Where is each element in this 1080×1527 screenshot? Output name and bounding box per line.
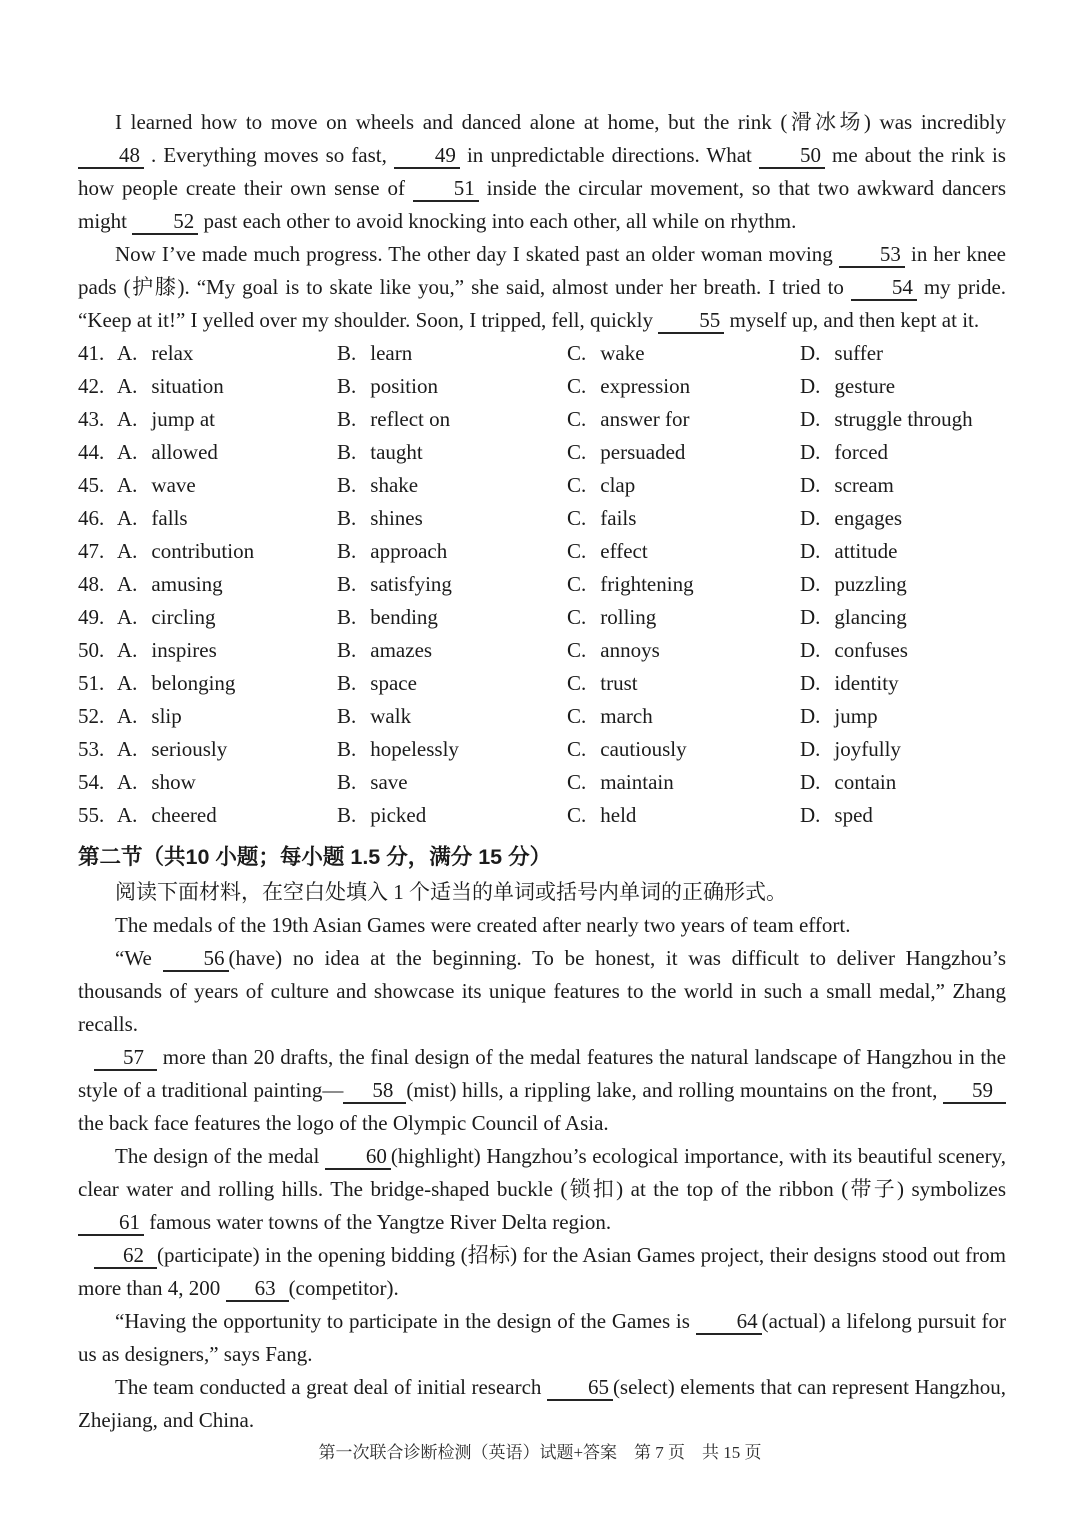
page-footer: 第一次联合诊断检测（英语）试题+答案 第 7 页 共 15 页: [318, 1443, 762, 1462]
blank-50: 50: [759, 143, 825, 169]
blank-53: 53: [839, 242, 905, 268]
option-b: [337, 700, 567, 733]
option-letter: B.: [337, 341, 357, 365]
question-row: [78, 733, 1006, 766]
option-text: engages: [834, 506, 903, 530]
option-letter: D.: [800, 374, 821, 398]
option-letter: C.: [567, 407, 587, 431]
option-c: [567, 766, 800, 799]
section2-instruction: 阅读下面材料，在空白处填入 1 个适当的单词或括号内单词的正确形式。: [115, 880, 787, 904]
option-d: [800, 601, 1006, 634]
option-text: satisfying: [370, 572, 452, 596]
option-text: effect: [600, 539, 648, 563]
question-number: 46.: [78, 506, 105, 530]
option-text: answer for: [600, 407, 690, 431]
blank-51: 51: [413, 176, 479, 202]
option-a: [117, 700, 337, 733]
option-text: joyfully: [834, 737, 901, 761]
question-number: 45.: [78, 473, 105, 497]
question-number: 42.: [78, 374, 105, 398]
option-letter: D.: [800, 638, 821, 662]
option-d: [800, 469, 1006, 502]
option-text: allowed: [151, 440, 218, 464]
question-row: [78, 403, 1006, 436]
option-c: [567, 700, 800, 733]
option-text: jump: [834, 704, 878, 728]
option-letter: C.: [567, 737, 587, 761]
option-letter: A.: [117, 341, 138, 365]
option-text: forced: [834, 440, 889, 464]
option-b: [337, 667, 567, 700]
option-letter: A.: [117, 638, 138, 662]
option-letter: C.: [567, 572, 587, 596]
option-b: [337, 502, 567, 535]
option-text: clap: [600, 473, 636, 497]
option-c: [567, 568, 800, 601]
question-row: [78, 436, 1006, 469]
option-letter: D.: [800, 770, 821, 794]
blank-59: 59: [943, 1078, 1006, 1104]
option-text: annoys: [600, 638, 660, 662]
blank-49: 49: [394, 143, 460, 169]
blank-60: 60: [325, 1144, 391, 1170]
option-a: [117, 535, 337, 568]
question-number: 41.: [78, 341, 105, 365]
option-d: [800, 799, 1006, 832]
option-letter: B.: [337, 671, 357, 695]
option-letter: A.: [117, 374, 138, 398]
option-a: [117, 799, 337, 832]
option-letter: A.: [117, 737, 138, 761]
option-letter: D.: [800, 671, 821, 695]
option-letter: D.: [800, 506, 821, 530]
option-letter: B.: [337, 440, 357, 464]
option-text: belonging: [151, 671, 236, 695]
blank-63: 63: [226, 1276, 289, 1302]
option-letter: B.: [337, 473, 357, 497]
option-b: [337, 601, 567, 634]
option-b: [337, 766, 567, 799]
passage1-paragraph-2: Now I’ve made much progress. The other day I skated past an older woman moving 53 in her knee pads (护膝). “My goal is to skate like you,” she said, almost under her breath. I tried to 54 my pride. “Keep at it!” I yelled over my shoulder. Soon, I tripped, fell, quickly 55 myself up, and then kept at it.: [78, 242, 1007, 332]
option-text: struggle through: [834, 407, 973, 431]
option-letter: A.: [117, 506, 138, 530]
option-b: [337, 733, 567, 766]
option-b: [337, 403, 567, 436]
option-text: learn: [370, 341, 413, 365]
blank-55: 55: [658, 308, 724, 334]
passage1-paragraph-1: I learned how to move on wheels and danced alone at home, but the rink (滑冰场) was incredibly 48 . Everything moves so fast, 49 in unpredictable directions. What 50 me about the rink is how people create their own sense of 51 inside the circular movement, so that two awkward dancers might 52 past each other to avoid knocking into each other, all while on rhythm.: [78, 110, 1006, 233]
option-letter: D.: [800, 407, 821, 431]
option-b: [337, 568, 567, 601]
section2-paragraph-4: The design of the medal 60 (highlight) Hangzhou’s ecological importance, with its beautiful scenery, clear water and rolling hills. The bridge-shaped buckle (锁扣) at the top of the ribbon (带子) symbolizes 61 famous water towns of the Yangtze River Delta region.: [78, 1144, 1007, 1234]
option-a: [117, 733, 337, 766]
option-d: [800, 337, 1006, 370]
question-row: [78, 601, 1006, 634]
option-text: gesture: [834, 374, 896, 398]
option-letter: C.: [567, 671, 587, 695]
option-text: glancing: [834, 605, 907, 629]
option-letter: C.: [567, 770, 587, 794]
option-a: [117, 337, 337, 370]
option-letter: A.: [117, 770, 138, 794]
option-letter: A.: [117, 671, 138, 695]
option-a: [117, 568, 337, 601]
blank-65: 65: [547, 1375, 613, 1401]
option-b: [337, 337, 567, 370]
option-d: [800, 370, 1006, 403]
option-c: [567, 535, 800, 568]
question-row: [78, 469, 1006, 502]
option-letter: C.: [567, 374, 587, 398]
option-letter: D.: [800, 341, 821, 365]
option-d: [800, 436, 1006, 469]
option-letter: D.: [800, 605, 821, 629]
question-number: 47.: [78, 539, 105, 563]
option-a: [117, 436, 337, 469]
option-text: confuses: [834, 638, 908, 662]
section2-paragraph-3: 57 more than 20 drafts, the final design of the medal features the natural landscape of Hangzhou in the style of a traditional painting— 58 (mist) hills, a rippling lake, and rolling mountains on the front, 59 the back face features the logo of the Olympic Council of Asia.: [78, 1045, 1006, 1135]
option-letter: D.: [800, 737, 821, 761]
option-c: [567, 403, 800, 436]
question-row: [78, 337, 1006, 370]
question-row: [78, 700, 1006, 733]
option-letter: C.: [567, 605, 587, 629]
question-list: [78, 337, 1006, 832]
option-text: wave: [151, 473, 196, 497]
option-letter: C.: [567, 704, 587, 728]
question-row: [78, 634, 1006, 667]
option-letter: A.: [117, 473, 138, 497]
option-text: fails: [600, 506, 637, 530]
option-text: identity: [834, 671, 899, 695]
option-text: bending: [370, 605, 438, 629]
option-text: circling: [151, 605, 216, 629]
option-letter: D.: [800, 473, 821, 497]
option-d: [800, 535, 1006, 568]
option-letter: D.: [800, 803, 821, 827]
question-number: 50.: [78, 638, 105, 662]
option-letter: B.: [337, 539, 357, 563]
option-text: reflect on: [370, 407, 451, 431]
question-row: [78, 370, 1006, 403]
question-row: [78, 799, 1006, 832]
option-letter: B.: [337, 704, 357, 728]
option-letter: C.: [567, 506, 587, 530]
option-letter: B.: [337, 572, 357, 596]
option-letter: B.: [337, 770, 357, 794]
option-b: [337, 535, 567, 568]
option-d: [800, 733, 1006, 766]
option-text: scream: [834, 473, 894, 497]
section2-paragraph-5: 62 (participate) in the opening bidding (招标) for the Asian Games project, their designs stood out from more than 4, 200 63 (competitor).: [78, 1243, 1006, 1300]
option-a: [117, 667, 337, 700]
option-letter: D.: [800, 539, 821, 563]
option-a: [117, 502, 337, 535]
option-letter: B.: [337, 605, 357, 629]
option-d: [800, 403, 1006, 436]
option-c: [567, 733, 800, 766]
option-letter: A.: [117, 440, 138, 464]
option-letter: A.: [117, 704, 138, 728]
option-text: save: [370, 770, 408, 794]
question-number: 49.: [78, 605, 105, 629]
option-c: [567, 601, 800, 634]
question-number: 44.: [78, 440, 105, 464]
option-b: [337, 436, 567, 469]
option-a: [117, 469, 337, 502]
option-letter: A.: [117, 539, 138, 563]
option-text: amusing: [151, 572, 223, 596]
option-text: picked: [370, 803, 427, 827]
option-letter: C.: [567, 473, 587, 497]
option-text: march: [600, 704, 653, 728]
option-b: [337, 370, 567, 403]
question-number: 55.: [78, 803, 105, 827]
option-letter: A.: [117, 572, 138, 596]
option-text: jump at: [151, 407, 215, 431]
option-text: situation: [151, 374, 224, 398]
option-text: expression: [600, 374, 691, 398]
option-text: taught: [370, 440, 423, 464]
option-text: attitude: [834, 539, 898, 563]
option-text: approach: [370, 539, 448, 563]
question-row: [78, 766, 1006, 799]
section2-paragraph-6: “Having the opportunity to participate in the design of the Games is 64 (actual) a lifelong pursuit for us as designers,” says Fang.: [78, 1309, 1007, 1366]
option-text: contain: [834, 770, 897, 794]
option-text: persuaded: [600, 440, 686, 464]
option-text: slip: [151, 704, 182, 728]
option-text: suffer: [834, 341, 884, 365]
question-number: 51.: [78, 671, 105, 695]
blank-61: 61: [78, 1210, 144, 1236]
option-text: position: [370, 374, 438, 398]
option-text: shake: [370, 473, 419, 497]
option-text: cheered: [151, 803, 217, 827]
question-row: [78, 568, 1006, 601]
question-number: 43.: [78, 407, 105, 431]
option-c: [567, 634, 800, 667]
option-text: falls: [151, 506, 188, 530]
blank-57: 57: [94, 1045, 157, 1071]
option-b: [337, 634, 567, 667]
section2-paragraph-1: The medals of the 19th Asian Games were created after nearly two years of team effort.: [115, 913, 851, 937]
option-letter: B.: [337, 407, 357, 431]
option-text: contribution: [151, 539, 255, 563]
question-row: [78, 667, 1006, 700]
option-d: [800, 568, 1006, 601]
question-row: [78, 535, 1006, 568]
question-number: 53.: [78, 737, 105, 761]
option-d: [800, 502, 1006, 535]
option-text: sped: [834, 803, 873, 827]
question-number: 48.: [78, 572, 105, 596]
option-letter: A.: [117, 407, 138, 431]
option-text: show: [151, 770, 196, 794]
option-d: [800, 667, 1006, 700]
option-letter: C.: [567, 638, 587, 662]
blank-64: 64: [696, 1309, 762, 1335]
option-text: hopelessly: [370, 737, 459, 761]
option-text: trust: [600, 671, 638, 695]
option-letter: A.: [117, 605, 138, 629]
blank-52: 52: [132, 209, 198, 235]
option-text: cautiously: [600, 737, 687, 761]
option-text: seriously: [151, 737, 228, 761]
option-letter: B.: [337, 737, 357, 761]
section2-heading: 第二节（共10 小题；每小题 1.5 分，满分 15 分）: [78, 845, 552, 869]
option-d: [800, 766, 1006, 799]
option-text: puzzling: [834, 572, 907, 596]
option-c: [567, 370, 800, 403]
option-a: [117, 634, 337, 667]
option-text: amazes: [370, 638, 433, 662]
option-text: walk: [370, 704, 412, 728]
option-text: held: [600, 803, 637, 827]
question-number: 52.: [78, 704, 105, 728]
option-letter: D.: [800, 440, 821, 464]
option-text: inspires: [151, 638, 217, 662]
option-a: [117, 370, 337, 403]
option-letter: C.: [567, 341, 587, 365]
option-c: [567, 667, 800, 700]
option-c: [567, 502, 800, 535]
option-a: [117, 403, 337, 436]
option-c: [567, 469, 800, 502]
option-c: [567, 799, 800, 832]
option-letter: C.: [567, 539, 587, 563]
blank-48: 48: [78, 143, 144, 169]
blank-58: 58: [343, 1078, 406, 1104]
option-text: space: [370, 671, 417, 695]
question-number: 54.: [78, 770, 105, 794]
option-a: [117, 601, 337, 634]
option-letter: B.: [337, 374, 357, 398]
option-letter: D.: [800, 572, 821, 596]
option-d: [800, 700, 1006, 733]
option-a: [117, 766, 337, 799]
section2-paragraph-7: The team conducted a great deal of initial research 65 (select) elements that can represent Hangzhou, Zhejiang, and China.: [78, 1375, 1006, 1432]
option-d: [800, 634, 1006, 667]
option-letter: C.: [567, 803, 587, 827]
option-text: shines: [370, 506, 423, 530]
option-letter: D.: [800, 704, 821, 728]
blank-56: 56: [163, 946, 229, 972]
option-letter: C.: [567, 440, 587, 464]
section2-paragraph-2: “We 56 (have) no idea at the beginning. To be honest, it was difficult to deliver Hangzhou’s thousands of years of culture and showcase its unique features to the world in such a small medal,” Zhang recalls.: [78, 946, 1006, 1036]
blank-54: 54: [851, 275, 917, 301]
option-text: relax: [151, 341, 194, 365]
option-text: maintain: [600, 770, 674, 794]
option-b: [337, 469, 567, 502]
option-text: rolling: [600, 605, 657, 629]
option-c: [567, 337, 800, 370]
blank-62: 62: [94, 1243, 157, 1269]
option-text: frightening: [600, 572, 694, 596]
option-b: [337, 799, 567, 832]
option-text: wake: [600, 341, 645, 365]
option-letter: B.: [337, 638, 357, 662]
option-letter: A.: [117, 803, 138, 827]
question-row: [78, 502, 1006, 535]
option-letter: B.: [337, 506, 357, 530]
option-letter: B.: [337, 803, 357, 827]
option-c: [567, 436, 800, 469]
